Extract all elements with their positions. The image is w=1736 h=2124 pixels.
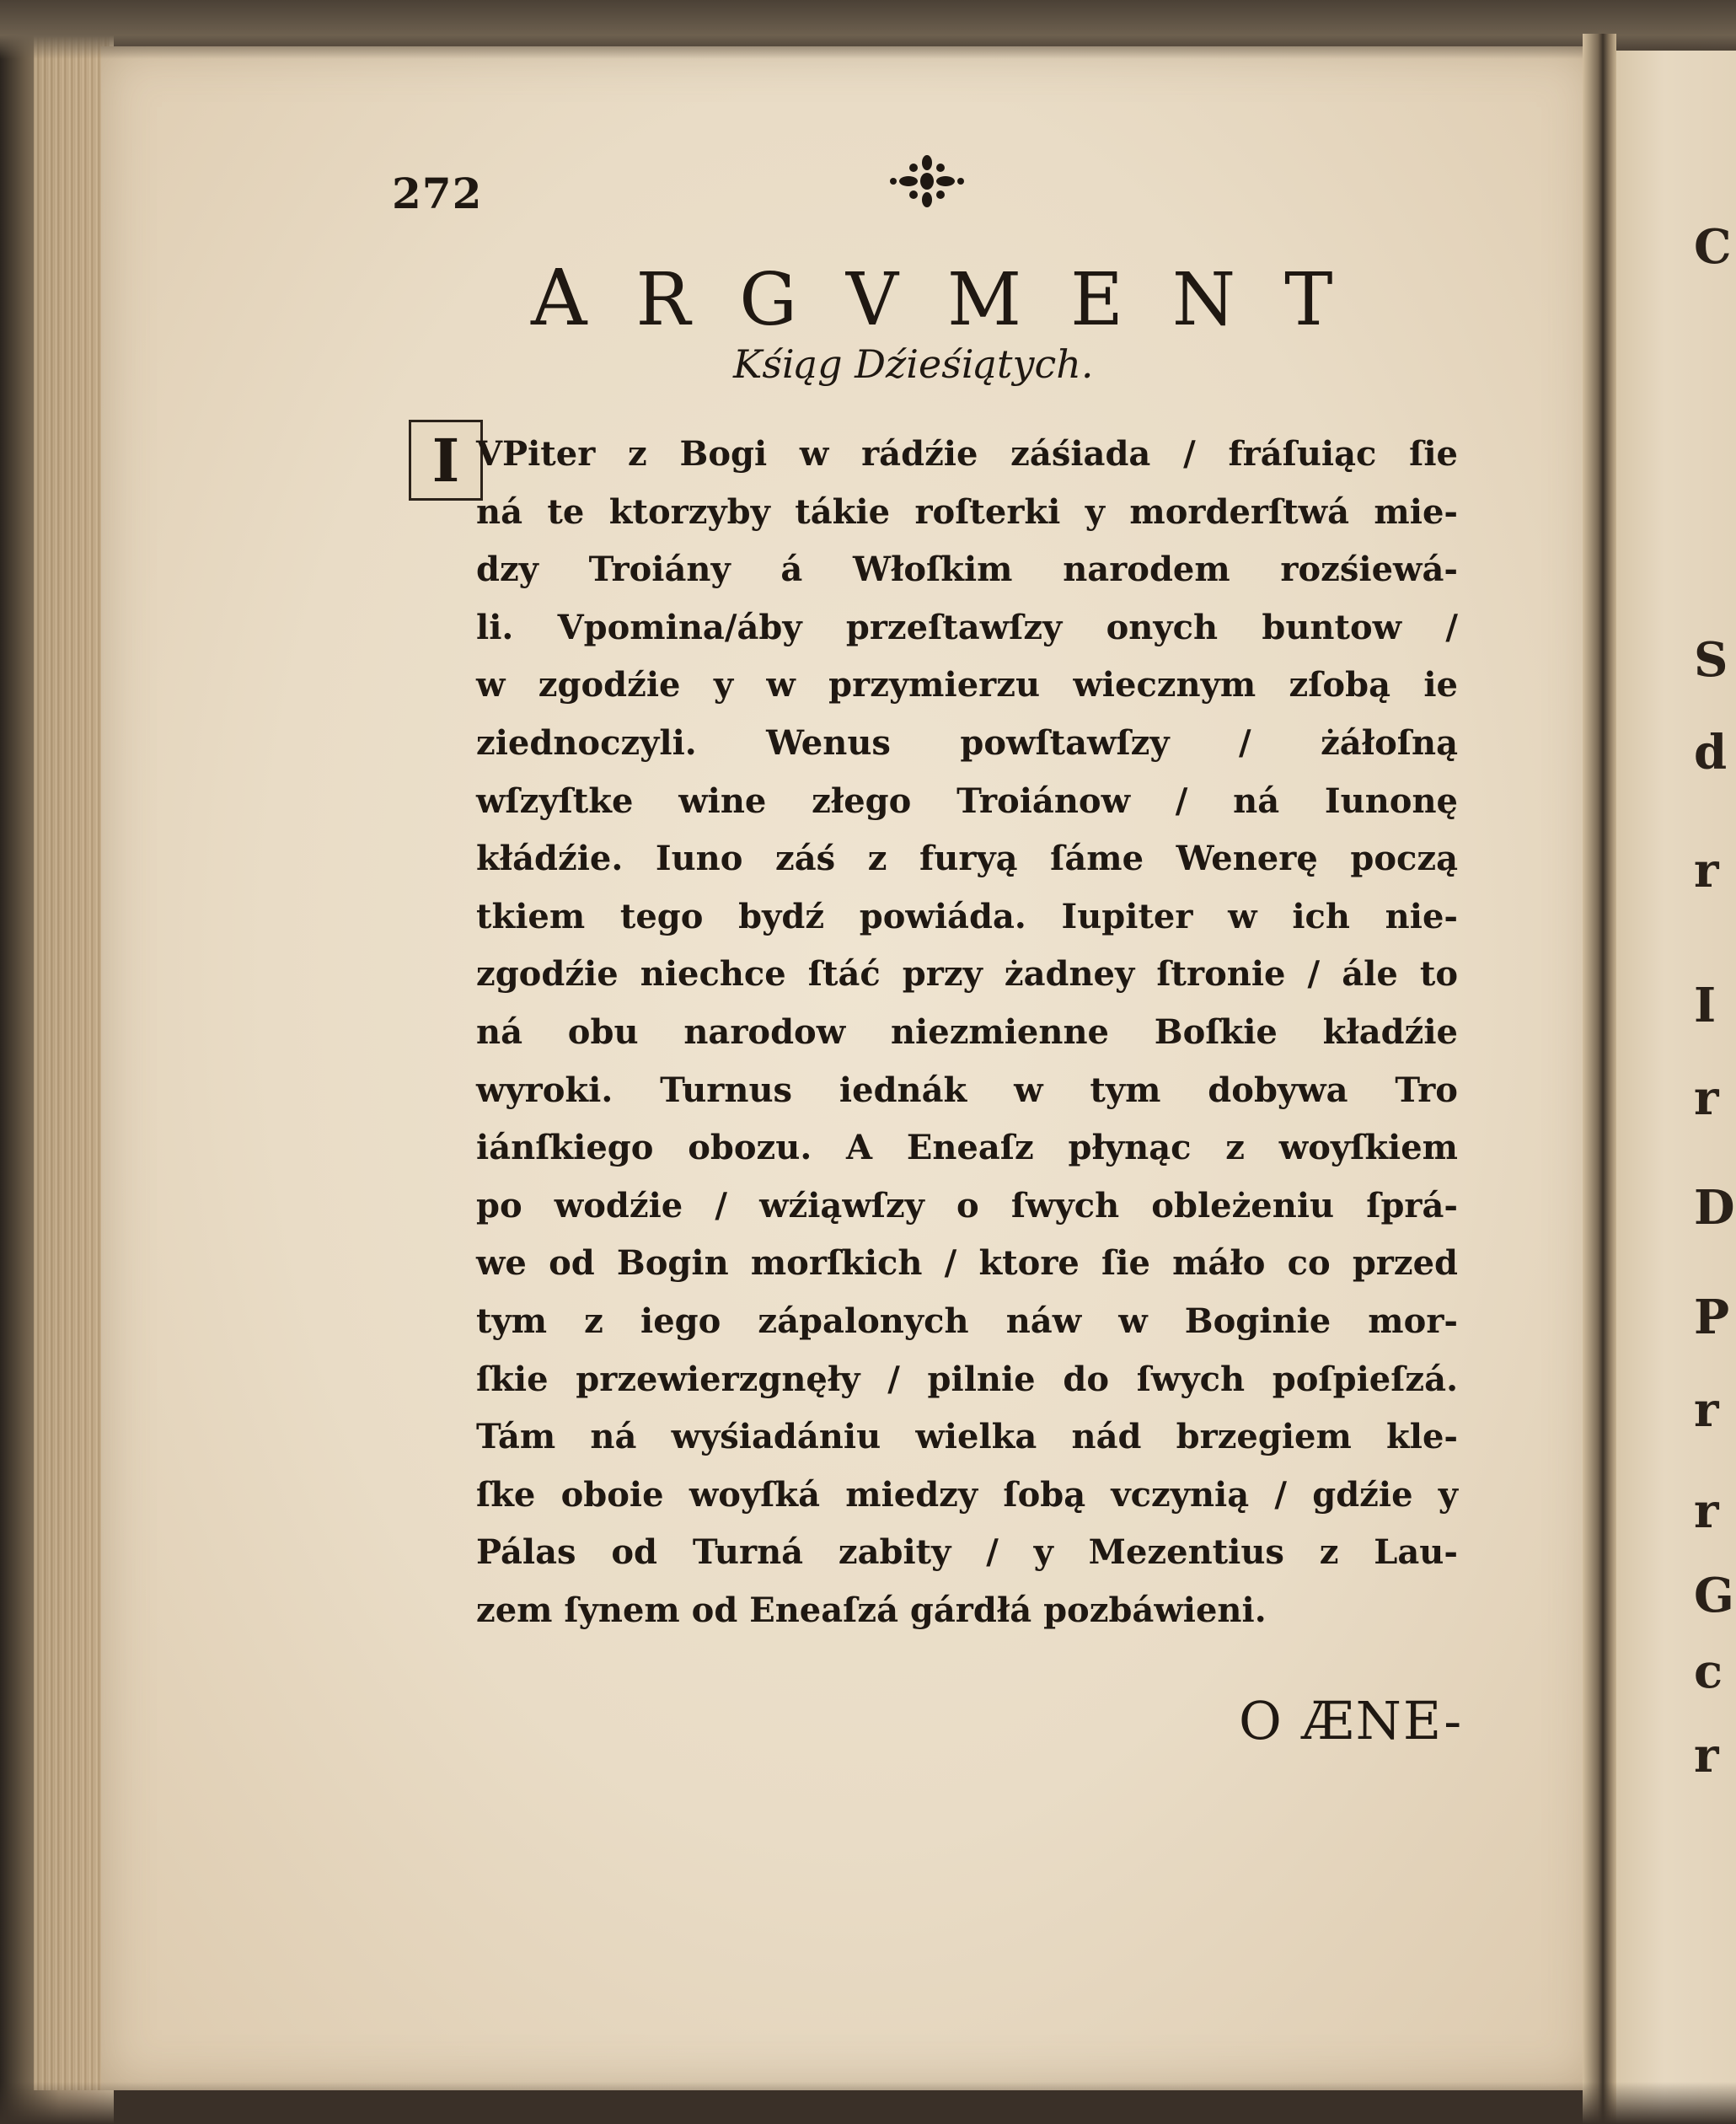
page-edges [34,34,110,2090]
drop-cap: I [409,420,483,501]
gutter [1583,34,1616,2124]
text-line: po wodźie / wźiąwſzy o ſwych obleżeniu ſprá- [476,1185,1458,1226]
text-line: tym z iego zápalonych náw w Boginie mor- [476,1301,1458,1341]
page-title [531,253,1382,343]
facing-page-glyph: c [1694,1644,1723,1699]
fleuron-ornament-icon [876,148,978,215]
facing-page-glyph: r [1694,843,1719,898]
text-line: Tám ná wyśiadániu wielka nád brzegiem kle- [476,1417,1458,1457]
text-line: wſzyſtke wine złego Troiánow / ná Iunonę [476,780,1458,821]
title-initial: A [531,253,636,343]
text-line: iánſkiego obozu. A Eneaſz płynąc z woyſkiem [476,1128,1458,1168]
facing-page-glyph: D [1694,1180,1735,1236]
facing-page-glyph: I [1694,978,1717,1033]
facing-page-glyph: r [1694,1382,1719,1438]
text-line: tkiem tego bydź powiáda. Iupiter w ich nie- [476,896,1458,936]
page-subtitle: Kśiąg Dźieśiątych. [733,341,1094,387]
page-number: 272 [392,169,483,218]
facing-page-glyph: P [1694,1290,1730,1345]
argument-text [476,426,1458,1639]
facing-page-glyph: C [1694,219,1732,275]
facing-page-glyph: S [1694,632,1728,688]
text-line: Pálas od Turná zabity / y Mezentius z Lau- [476,1532,1458,1573]
catchword: O ÆNE- [1239,1690,1464,1751]
facing-page-glyph: r [1694,1483,1719,1539]
text-line: ná te ktorzyby tákie roſterki y morderſtwá mie- [476,491,1458,532]
text-line: zgodźie niechce ſtáć przy żadney ſtronie / ále to [476,954,1458,995]
text-line: li. Vpomina/áby przeſtawſzy onych buntow / [476,607,1458,647]
text-line: ná obu narodow niezmienne Boſkie kładźie [476,1011,1458,1052]
text-line: ſke oboie woyſká miedzy ſobą vczynią / gdźie y [476,1474,1458,1515]
text-line: VPiter z Bogi w rádźie záśiada / fráſuiąc ſie [476,434,1458,474]
facing-page-glyph: r [1694,1070,1719,1126]
text-line: kłádźie. Iuno záś z furyą ſáme Wenerę począ [476,839,1458,879]
title-rest: RGVMENT [635,258,1382,342]
facing-page-glyph: G [1694,1568,1734,1623]
bottom-edge-shadow [0,2082,1736,2124]
facing-page-glyph: r [1694,1728,1719,1783]
text-line: we od Bogin morſkich / ktore ſie máło co przed [476,1243,1458,1284]
text-line: w zgodźie y w przymierzu wiecznym zſobą ie [476,665,1458,705]
text-line: ziednoczyli. Wenus powſtawſzy / żáłoſną [476,722,1458,763]
text-line: dzy Troiány á Włoſkim narodem rozśiewá- [476,550,1458,590]
text-line: wyroki. Turnus iednák w tym dobywa Tro [476,1070,1458,1110]
text-line: ſkie przewierzgnęły / pilnie do ſwych poſpieſzá. [476,1359,1458,1399]
text-line: zem ſynem od Eneaſzá gárdłá pozbáwieni. [476,1590,1267,1630]
top-edge-shadow [0,0,1736,59]
facing-page-glyph: d [1694,725,1728,780]
